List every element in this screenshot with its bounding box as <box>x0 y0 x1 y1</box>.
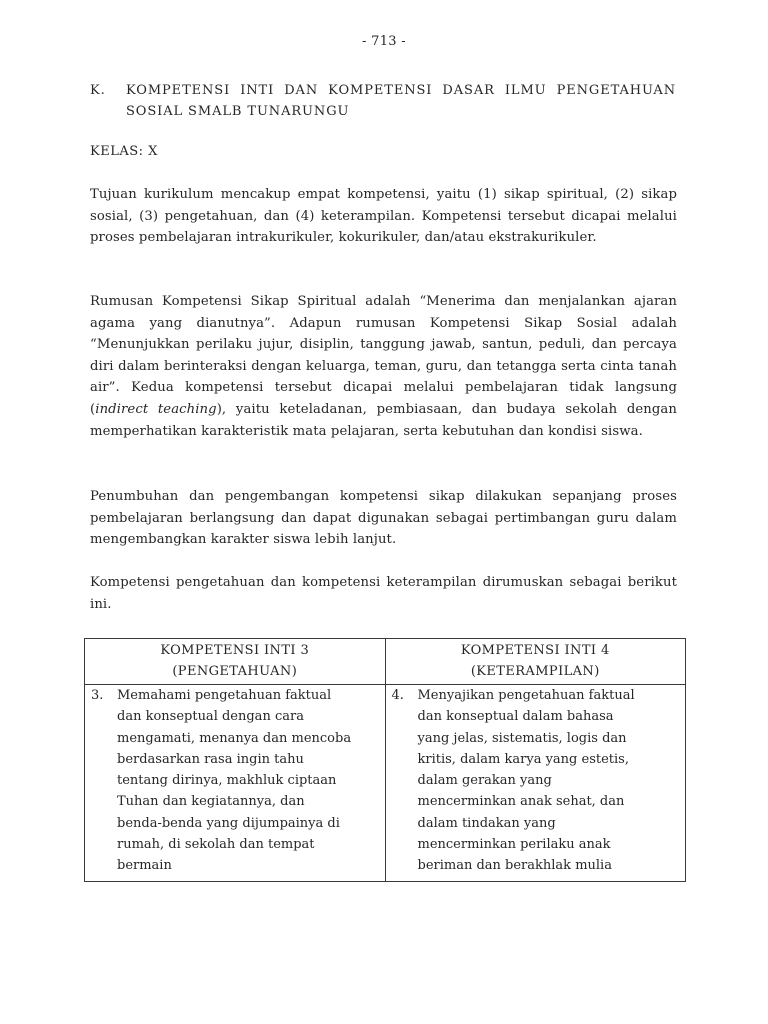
cell-line: yang jelas, sistematis, logis dan <box>417 730 627 746</box>
table-header-row <box>85 639 686 685</box>
section-title: KOMPETENSI INTI DAN KOMPETENSI DASAR ILMU PENGETAHUAN SOSIAL SMALB TUNARUNGU <box>126 83 676 119</box>
header-ki3 <box>85 639 386 685</box>
section-heading <box>90 80 676 122</box>
cell-line: beriman dan berakhlak mulia <box>417 858 612 874</box>
cell-line: dan konseptual dalam bahasa <box>417 709 614 725</box>
paragraph-attitude-development: Penumbuhan dan pengembangan kompetensi sikap dilakukan sepanjang proses pembelajaran berlangsung dan dapat digunakan sebagai pertimbangan guru dalam mengembangkan karakter siswa lebih lanjut. <box>90 489 677 548</box>
class-label: KELAS: X <box>90 144 158 159</box>
cell-line: mencerminkan anak sehat, dan <box>417 794 625 810</box>
page-number: - 713 - <box>362 34 406 49</box>
cell-line: dalam gerakan yang <box>417 773 552 789</box>
cell-line: Menyajikan pengetahuan faktual <box>417 688 635 703</box>
cell-line: mengamati, menanya dan mencoba <box>117 730 352 746</box>
cell-line: mencerminkan perilaku anak <box>417 837 611 853</box>
paragraph-competence-intro: Kompetensi pengetahuan dan kompetensi keterampilan dirumuskan sebagai berikut ini. <box>90 575 677 612</box>
header-ki4 <box>385 639 686 685</box>
italic-term: indirect teaching <box>95 401 217 417</box>
cell-ki4 <box>385 685 686 882</box>
header-line: (PENGETAHUAN) <box>172 664 298 679</box>
cell-line: dalam tindakan yang <box>417 815 556 831</box>
cell-line: Memahami pengetahuan faktual <box>117 688 332 703</box>
paragraph-text: ), yaitu keteladanan, pembiasaan, dan budaya sekolah dengan memperhatikan karakteristik mata pelajaran, serta kebutuhan dan kondisi siswa. <box>90 401 677 439</box>
paragraph-curriculum-goal: Tujuan kurikulum mencakup empat kompetensi, yaitu (1) sikap spiritual, (2) sikap sosial, (3) pengetahuan, dan (4) keterampilan. Kompetensi tersebut dicapai melalui proses pembelajaran intrakurikuler, kokurikuler, dan/atau ekstrakurikuler. <box>90 187 677 246</box>
header-line: KOMPETENSI INTI 4 <box>460 643 610 658</box>
competence-table <box>84 638 686 882</box>
item-number: 3. <box>91 688 104 703</box>
paragraph-attitude-competence <box>90 291 677 442</box>
cell-line: Tuhan dan kegiatannya, dan <box>117 794 305 810</box>
cell-line: dan konseptual dengan cara <box>117 709 304 725</box>
cell-line: benda-benda yang dijumpainya di <box>117 815 340 831</box>
item-number: 4. <box>391 688 404 703</box>
cell-line: berdasarkan rasa ingin tahu <box>117 751 304 767</box>
cell-line: rumah, di sekolah dan tempat <box>117 837 315 853</box>
cell-line: kritis, dalam karya yang estetis, <box>417 751 629 767</box>
cell-line: tentang dirinya, makhluk ciptaan <box>117 773 337 789</box>
header-line: (KETERAMPILAN) <box>470 664 600 679</box>
section-letter: K. <box>90 83 106 98</box>
cell-ki3 <box>85 685 386 882</box>
header-line: KOMPETENSI INTI 3 <box>160 643 310 658</box>
table-row <box>85 685 686 882</box>
cell-line: bermain <box>117 858 172 874</box>
paragraph-text: Rumusan Kompetensi Sikap Spiritual adalah “Menerima dan menjalankan ajaran agama yang dianutnya”. Adapun rumusan Kompetensi Sikap Sosial adalah “Menunjukkan perilaku jujur, disiplin, tanggung jawab, santun, peduli, dan percaya diri dalam berinteraksi dengan keluarga, teman, guru, dan tetangga serta cinta tanah air”. Kedua kompetensi tersebut dicapai melalui pembelajaran tidak langsung ( <box>90 294 677 417</box>
